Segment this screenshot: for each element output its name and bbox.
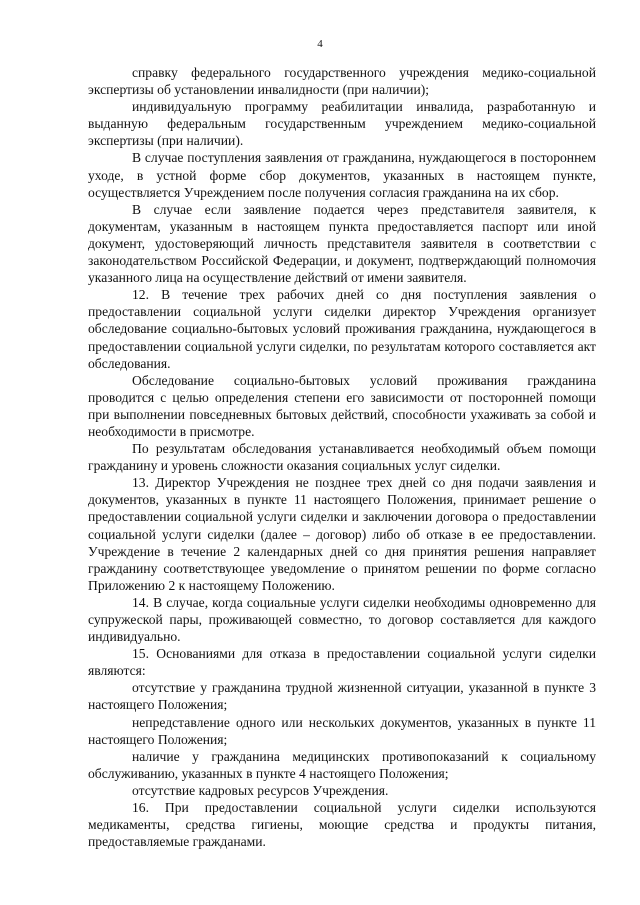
- paragraph-clause-12: 12. В течение трех рабочих дней со дня поступления заявления о предоставлении социальной услуги сиделки директор Учреждения организует обследование социально-бытовых условий проживания гражданина, нуждающегося в предоставлении социальной услуги сиделки, по результатам которого составляется акт обследования.: [88, 287, 596, 371]
- paragraph-inspection-purpose: Обследование социально-бытовых условий проживания гражданина проводится с целью определения степени его зависимости от посторонней помощи при выполнении повседневных бытовых действий, способности ухаживать за собой и необходимости в присмотре.: [88, 372, 596, 439]
- paragraph-refusal-reason-1: отсутствие у гражданина трудной жизненной ситуации, указанной в пункте 3 настоящего Положения;: [88, 680, 596, 713]
- paragraph-inspection-results: По результатам обследования устанавливается необходимый объем помощи гражданину и уровень сложности оказания социальных услуг сиделки.: [88, 441, 596, 474]
- page-number: 4: [317, 38, 323, 50]
- paragraph-rehabilitation-program: индивидуальную программу реабилитации инвалида, разработанную и выданную федеральным государственным учреждением медико-социальной экспертизы (при наличии).: [88, 99, 596, 149]
- paragraph-refusal-reason-3: наличие у гражданина медицинских противопоказаний к социальному обслуживанию, указанных в пункте 4 настоящего Положения;: [88, 748, 596, 781]
- paragraph-clause-15: 15. Основаниями для отказа в предоставлении социальной услуги сиделки являются:: [88, 646, 596, 679]
- paragraph-clause-16: 16. При предоставлении социальной услуги сиделки используются медикаменты, средства гигиены, моющие средства и продукты питания, предоставляемые гражданами.: [88, 800, 596, 850]
- paragraph-oral-application: В случае поступления заявления от гражданина, нуждающегося в постороннем уходе, в устной форме сбор документов, указанных в настоящем пункте, осуществляется Учреждением после получения согласия гражданина на их сбор.: [88, 150, 596, 200]
- document-body: [88, 64, 596, 850]
- paragraph-representative: В случае если заявление подается через представителя заявителя, к документам, указанным в настоящем пункта предоставляется паспорт или иной документ, удостоверяющий личность представителя заявителя в соответствии с законодательством Российской Федерации, и документ, подтверждающий полномочия указанного лица на осуществление действий от имени заявителя.: [88, 201, 596, 286]
- paragraph-clause-14: 14. В случае, когда социальные услуги сиделки необходимы одновременно для супружеской пары, проживающей совместно, то договор составляется для каждого индивидуально.: [88, 594, 596, 645]
- paragraph-refusal-reason-2: непредставление одного или нескольких документов, указанных в пункте 11 настоящего Положения;: [88, 714, 596, 747]
- paragraph-refusal-reason-4: отсутствие кадровых ресурсов Учреждения.: [132, 782, 389, 798]
- paragraph-clause-13: 13. Директор Учреждения не позднее трех дней со дня подачи заявления и документов, указанных в пункте 11 настоящего Положения, принимает решение о предоставлении социальной услуги сиделки и заключении договора о предоставлении социальной услуги сиделки (далее – договор) либо об отказе в ее предоставлении. Учреждение в течение 2 календарных дней со дня принятия решения направляет гражданину соответствующее уведомление о принятом решении по форме согласно Приложению 2 к настоящему Положению.: [88, 475, 596, 593]
- paragraph-medical-certificate: справку федерального государственного учреждения медико-социальной экспертизы об установлении инвалидности (при наличии);: [88, 65, 596, 98]
